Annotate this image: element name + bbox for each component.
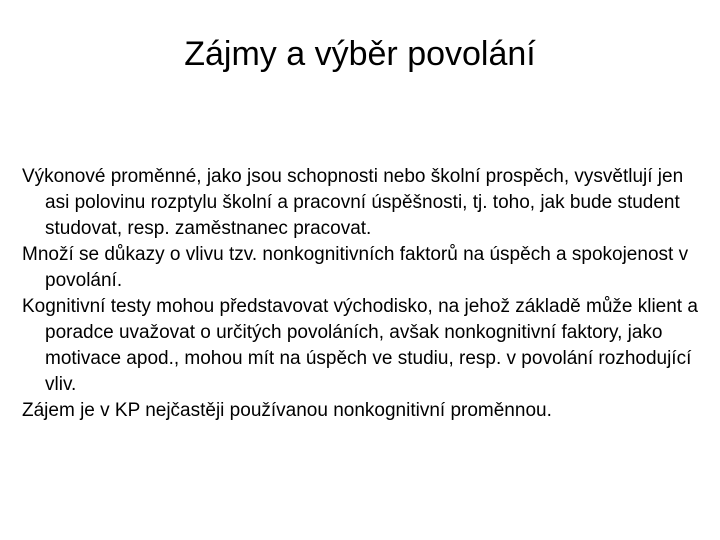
paragraph-1: Výkonové proměnné, jako jsou schopnosti nebo školní prospěch, vysvětlují jen asi polovinu rozptylu školní a pracovní úspěšnosti, tj. toho, jak bude student studovat, resp. zaměstnanec pracovat.	[22, 166, 684, 239]
slide-title: Zájmy a výběr povolání	[184, 35, 536, 73]
paragraph-2: Množí se důkazy o vlivu tzv. nonkognitivních faktorů na úspěch a spokojenost v povolání.	[22, 244, 689, 291]
slide-body	[22, 164, 702, 424]
paragraph-3: Kognitivní testy mohou představovat východisko, na jehož základě může klient a poradce uvažovat o určitých povoláních, avšak nonkognitivní faktory, jako motivace apod., mohou mít na úspěch ve studiu, resp. v povolání rozhodující vliv.	[22, 296, 698, 395]
paragraph-4: Zájem je v KP nejčastěji používanou nonkognitivní proměnnou.	[22, 400, 552, 421]
